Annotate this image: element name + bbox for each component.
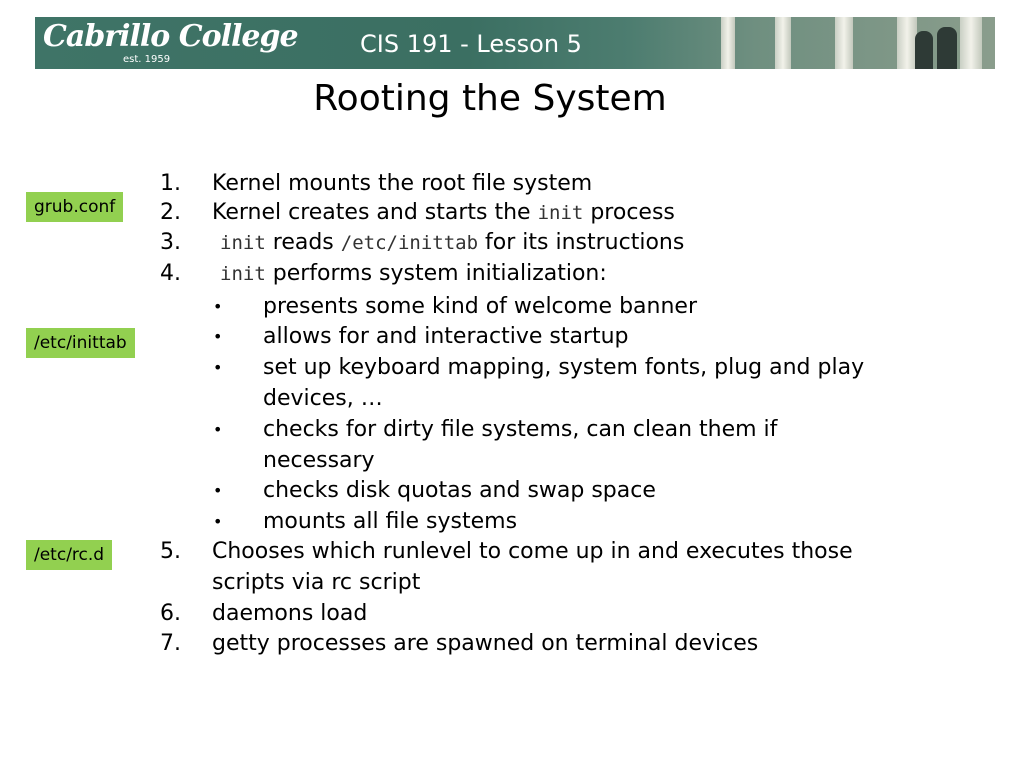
list-item [220,228,684,258]
list-item [212,198,675,228]
sub-list-item: checks for dirty file systems, can clean them if [263,417,778,442]
list-item-text: Kernel creates and starts the [212,200,538,225]
list-number: 2. [160,200,181,225]
bullet-marker: • [213,481,223,500]
code-text: init [220,263,266,285]
bullet-marker: • [213,512,223,531]
banner-column-decoration [835,17,853,69]
banner-column-decoration [775,17,791,69]
tag-grub-conf: grub.conf [26,192,123,222]
sub-list-item-cont: necessary [263,448,375,473]
list-item-text: for its instructions [478,230,685,255]
tag-etc-rcd: /etc/rc.d [26,540,112,570]
banner-person-decoration [915,31,933,69]
list-item [220,259,607,289]
college-logo: Cabrillo College [43,19,298,54]
bullet-marker: • [213,358,223,377]
code-text: init [220,232,266,254]
banner-column-decoration [897,17,917,69]
banner-column-decoration [960,17,982,69]
page-title: Rooting the System [313,78,667,119]
sub-list-item: set up keyboard mapping, system fonts, plug and play [263,355,865,380]
sub-list-item: allows for and interactive startup [263,324,629,349]
tag-etc-inittab: /etc/inittab [26,328,135,358]
list-item-cont: scripts via rc script [212,570,421,595]
list-item: Chooses which runlevel to come up in and executes those [212,539,853,564]
bullet-marker: • [213,420,223,439]
list-number: 6. [160,601,181,626]
bullet-marker: • [213,297,223,316]
code-text: /etc/inittab [340,232,479,254]
sub-list-item: mounts all file systems [263,509,518,534]
lesson-title: CIS 191 - Lesson 5 [360,30,582,58]
list-item: Kernel mounts the root file system [212,171,593,196]
list-item-text: process [583,200,675,225]
code-text: init [537,202,584,224]
list-item: getty processes are spawned on terminal devices [212,631,759,656]
bullet-marker: • [213,327,223,346]
header-banner [35,17,995,69]
college-logo-est: est. 1959 [123,54,171,65]
banner-column-decoration [721,17,735,69]
list-number: 5. [160,539,181,564]
list-item: daemons load [212,601,368,626]
list-number: 7. [160,631,181,656]
banner-person-decoration [937,27,957,69]
sub-list-item: presents some kind of welcome banner [263,294,697,319]
list-item-text: reads [265,230,341,255]
list-number: 4. [160,261,181,286]
list-number: 1. [160,171,181,196]
sub-list-item: checks disk quotas and swap space [263,478,656,503]
list-number: 3. [160,230,181,255]
list-item-text: performs system initialization: [265,261,607,286]
sub-list-item-cont: devices, … [263,386,383,411]
